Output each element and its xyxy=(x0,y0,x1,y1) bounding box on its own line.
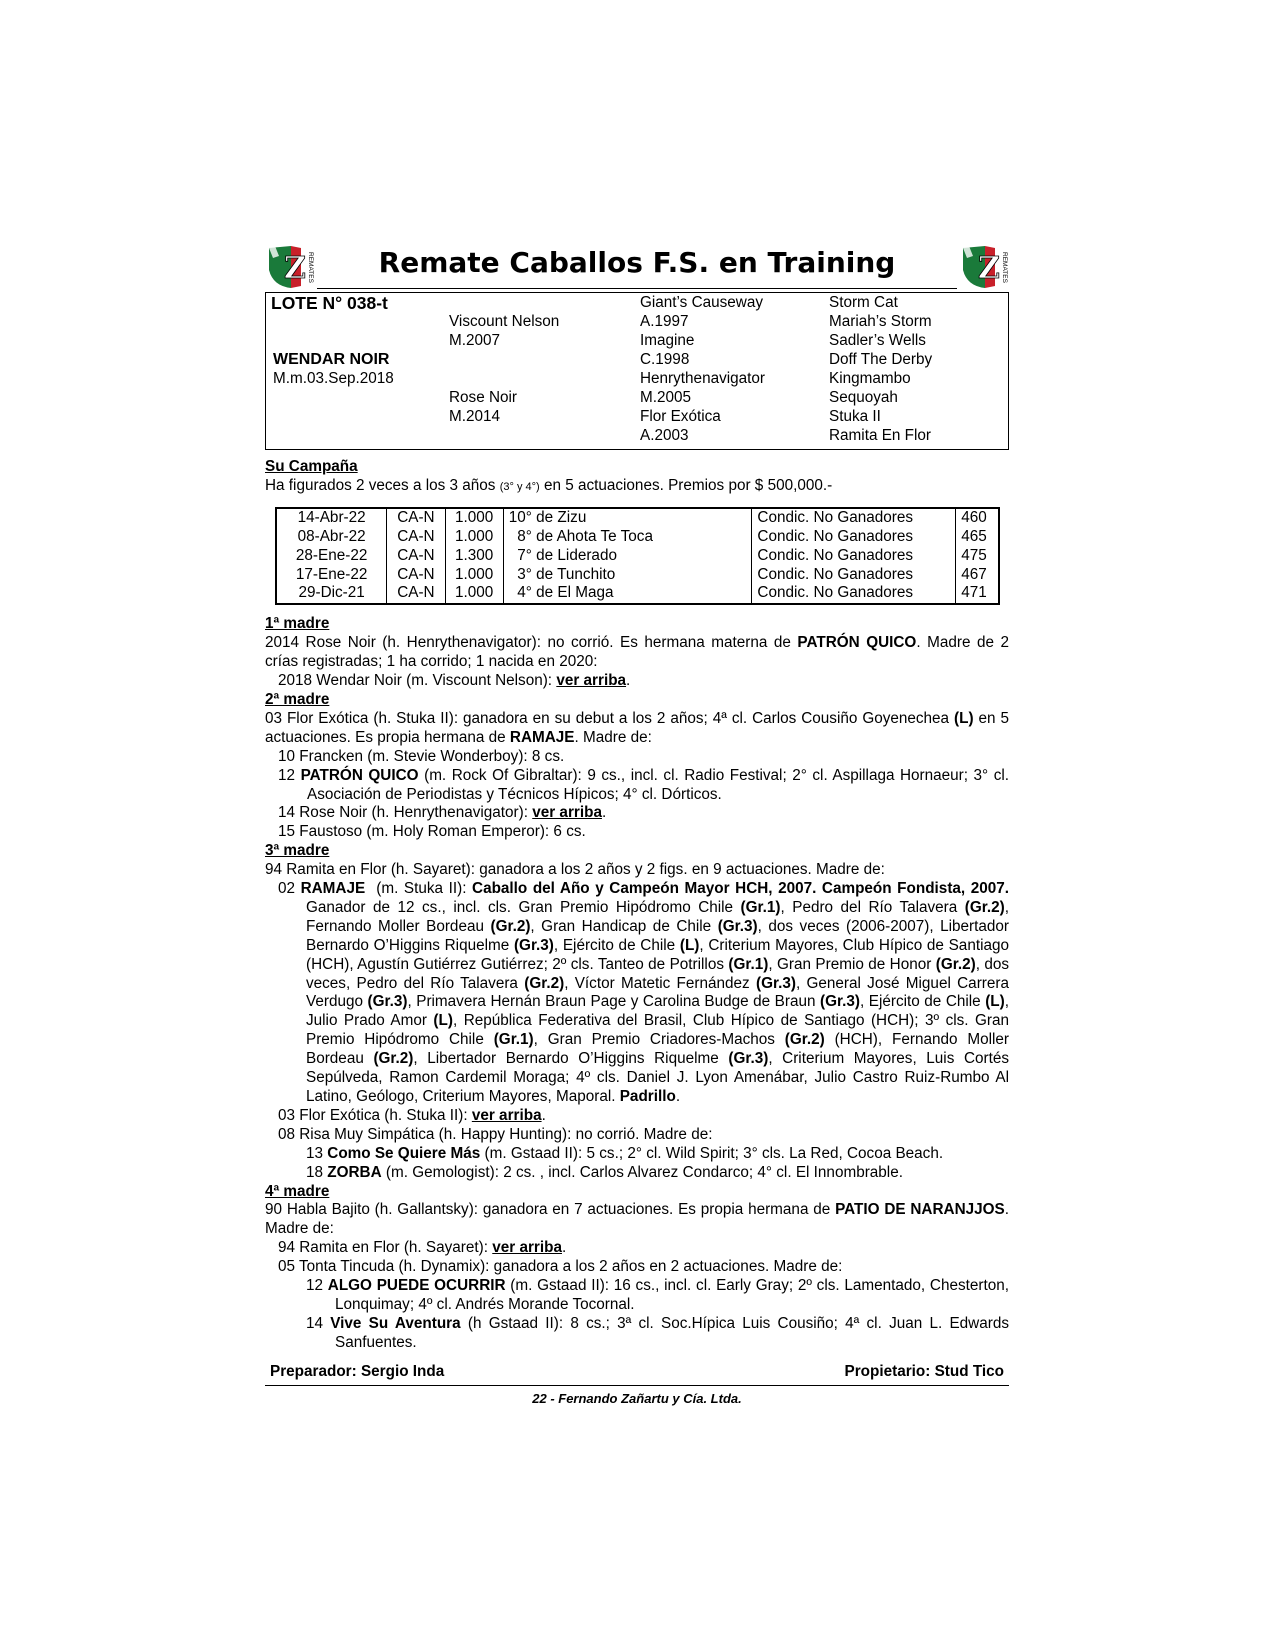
svg-text:REMATES: REMATES xyxy=(1001,252,1008,283)
second-dam-section xyxy=(265,691,1009,842)
grandparent: Henrythenavigator xyxy=(640,370,765,387)
dam-paragraph: 94 Ramita en Flor (h. Sayaret): ganadora a los 2 años y 2 figs. en 9 actuaciones. Madre de: xyxy=(265,861,885,879)
section-heading: 3ª madre xyxy=(265,842,330,860)
section-heading: 2ª madre xyxy=(265,690,330,708)
sire-info: M.2007 xyxy=(449,332,501,349)
page-header xyxy=(265,242,1009,292)
produce-line: 2018 Wendar Noir (m. Viscount Nelson): ver arriba. xyxy=(278,672,631,690)
produce-line: 14 Vive Su Aventura (h Gstaad II): 8 cs.; 3ª cl. Soc.Hípica Luis Cousiño; 4ª cl. Juan L. Edwards Sanfuentes. xyxy=(306,1314,1009,1351)
trainer: Preparador: Sergio Inda xyxy=(270,1362,445,1380)
horse-info: M.m.03.Sep.2018 xyxy=(273,370,394,387)
great-grandparent: Doff The Derby xyxy=(829,351,933,368)
great-grandparent: Sequoyah xyxy=(829,389,898,406)
produce-line: 05 Tonta Tincuda (h. Dynamix): ganadora a los 2 años en 2 actuaciones. Madre de: xyxy=(278,1258,843,1276)
grandparent: Flor Exótica xyxy=(640,408,721,425)
dam-paragraph: 90 Habla Bajito (h. Gallantsky): ganadora en 7 actuaciones. Es propia hermana de PATIO DE NARANJJOS. Madre de: xyxy=(265,1201,1009,1238)
first-dam-section xyxy=(265,615,1009,691)
produce-line: 15 Faustoso (m. Holy Roman Emperor): 6 cs. xyxy=(278,823,586,841)
grandparent: Imagine xyxy=(640,332,695,349)
owner: Propietario: Stud Tico xyxy=(844,1362,1004,1380)
svg-text:REMATES: REMATES xyxy=(307,252,314,283)
great-grandparent: Mariah’s Storm xyxy=(829,313,932,330)
produce-line: 02 RAMAJE (m. Stuka II): Caballo del Año y Campeón Mayor HCH, 2007. Campeón Fondista, 2007. Ganador de 12 cs., incl. cls. Gran Premio Hipódromo Chile (Gr.1), Pedro del Río Talavera (Gr.2), Fernando Moller Bordeau (Gr.2), Gran Handicap de Chile (Gr.3), dos veces (2006-2007), Libertador Bernardo O’Higgins Riquelme (Gr.3), Ejército de Chile (L), Criterium Mayores, Club Hípico de Santiago (HCH), Agustín Gutiérrez Gutiérrez; 2º cls. Tanteo de Potrillos (Gr.1), Gran Premio de Honor (Gr.2), dos veces, Pedro del Río Talavera (Gr.2), Víctor Matetic Fernández (Gr.3), General José Miguel Carrera Verdugo (Gr.3), Primavera Hernán Braun Page y Carolina Budge de Braun (Gr.3), Ejército de Chile (L), Julio Prado Amor (L), República Federativa del Brasil, Club Hípico de Santiago (HCH); 3º cls. Gran Premio Hipódromo Chile (Gr.1), Gran Premio Criadores-Machos (Gr.2) (HCH), Fernando Moller Bordeau (Gr.2), Libertador Bernardo O’Higgins Riquelme (Gr.3), Criterium Mayores, Luis Cortés Sepúlveda, Ramon Cardemil Moraga; 4º cls. Daniel J. Lyon Amenábar, Julio Castro Ruiz-Rumbo Al Latino, Geólogo, Criterium Mayores, Maporal. Padrillo. xyxy=(278,880,1010,1105)
grandparent-info: C.1998 xyxy=(640,351,690,368)
svg-text:Z: Z xyxy=(284,251,306,286)
lote-number: LOTE N° 038-t xyxy=(271,293,388,313)
lot-footer xyxy=(265,1363,1009,1386)
dam-paragraph: 2014 Rose Noir (h. Henrythenavigator): no corrió. Es hermana materna de PATRÓN QUICO. Madre de 2 crías registradas; 1 ha corrido; 1 nacida en 2020: xyxy=(265,634,1009,671)
table-row: 08-Abr-22 CA-N 1.000 8° de Ahota Te Toca Condic. No Ganadores 465 xyxy=(276,528,999,547)
race-table xyxy=(275,507,1000,606)
table-row: 28-Ene-22 CA-N 1.300 7° de Liderado Condic. No Ganadores 475 xyxy=(276,547,999,566)
grandparent: Giant’s Causeway xyxy=(640,294,764,311)
table-row: 14-Abr-22 CA-N 1.000 10° de Zizu Condic. No Ganadores 460 xyxy=(276,508,999,528)
pedigree-box xyxy=(265,292,1009,450)
svg-text:Z: Z xyxy=(978,251,1000,286)
produce-line: 13 Como Se Quiere Más (m. Gstaad II): 5 cs.; 2° cl. Wild Spirit; 3° cls. La Red, Cocoa Beach. xyxy=(306,1144,944,1162)
campaign-summary: Ha figurados 2 veces a los 3 años (3° y 4°) en 5 actuaciones. Premios por $ 500,000.- xyxy=(265,476,833,494)
sire-name: Viscount Nelson xyxy=(449,313,560,330)
produce-line: 03 Flor Exótica (h. Stuka II): ver arriba. xyxy=(278,1106,546,1124)
produce-line: 12 PATRÓN QUICO (m. Rock Of Gibraltar): 9 cs., incl. cl. Radio Festival; 2° cl. Aspillaga Hornaeur; 3° cl. Asociación de Periodistas y Técnicos Hípicos; 4° cl. Dórticos. xyxy=(278,766,1010,803)
dam-paragraph: 03 Flor Exótica (h. Stuka II): ganadora en su debut a los 2 años; 4ª cl. Carlos Cousiño Goyenechea (L) en 5 actuaciones. Es propia hermana de RAMAJE. Madre de: xyxy=(265,709,1009,746)
produce-line: 18 ZORBA (m. Gemologist): 2 cs. , incl. Carlos Alvarez Condarco; 4° cl. El Innombrable. xyxy=(306,1163,903,1181)
campaign-section xyxy=(265,458,1009,605)
section-heading: 1ª madre xyxy=(265,615,330,633)
catalog-page xyxy=(265,242,1009,1409)
produce-line: 10 Francken (m. Stevie Wonderboy): 8 cs. xyxy=(278,747,565,765)
great-grandparent: Storm Cat xyxy=(829,294,898,311)
dam-info: M.2014 xyxy=(449,408,501,425)
great-grandparent: Stuka II xyxy=(829,408,881,425)
page-footer: 22 - Fernando Zañartu y Cía. Ltda. xyxy=(532,1390,742,1406)
fourth-dam-section xyxy=(265,1183,1009,1353)
grandparent-info: A.1997 xyxy=(640,313,689,330)
page-title: Remate Caballos F.S. en Training xyxy=(317,242,957,289)
produce-line: 94 Ramita en Flor (h. Sayaret): ver arriba. xyxy=(278,1239,567,1257)
table-row: 17-Ene-22 CA-N 1.000 3° de Tunchito Condic. No Ganadores 467 xyxy=(276,566,999,585)
table-row: 29-Dic-21 CA-N 1.000 4° de El Maga Condic. No Ganadores 471 xyxy=(276,584,999,604)
section-heading: 4ª madre xyxy=(265,1182,330,1200)
horse-name: WENDAR NOIR xyxy=(273,351,390,368)
grandparent-info: A.2003 xyxy=(640,427,689,444)
dam-name: Rose Noir xyxy=(449,389,518,406)
great-grandparent: Ramita En Flor xyxy=(829,427,932,444)
great-grandparent: Kingmambo xyxy=(829,370,911,387)
great-grandparent: Sadler’s Wells xyxy=(829,332,926,349)
grandparent-info: M.2005 xyxy=(640,389,692,406)
section-heading: Su Campaña xyxy=(265,458,358,475)
produce-line: 14 Rose Noir (h. Henrythenavigator): ver arriba. xyxy=(278,804,607,822)
remates-logo-icon xyxy=(959,242,1009,290)
produce-line: 08 Risa Muy Simpática (h. Happy Hunting): no corrió. Madre de: xyxy=(278,1125,713,1143)
remates-logo-icon xyxy=(265,242,315,290)
produce-line: 12 ALGO PUEDE OCURRIR (m. Gstaad II): 16 cs., incl. cl. Early Gray; 2º cls. Lamentado, Chesterton, Lonquimay; 4º cl. Andrés Morande Tocornal. xyxy=(306,1277,1009,1313)
third-dam-section xyxy=(265,842,1009,1182)
